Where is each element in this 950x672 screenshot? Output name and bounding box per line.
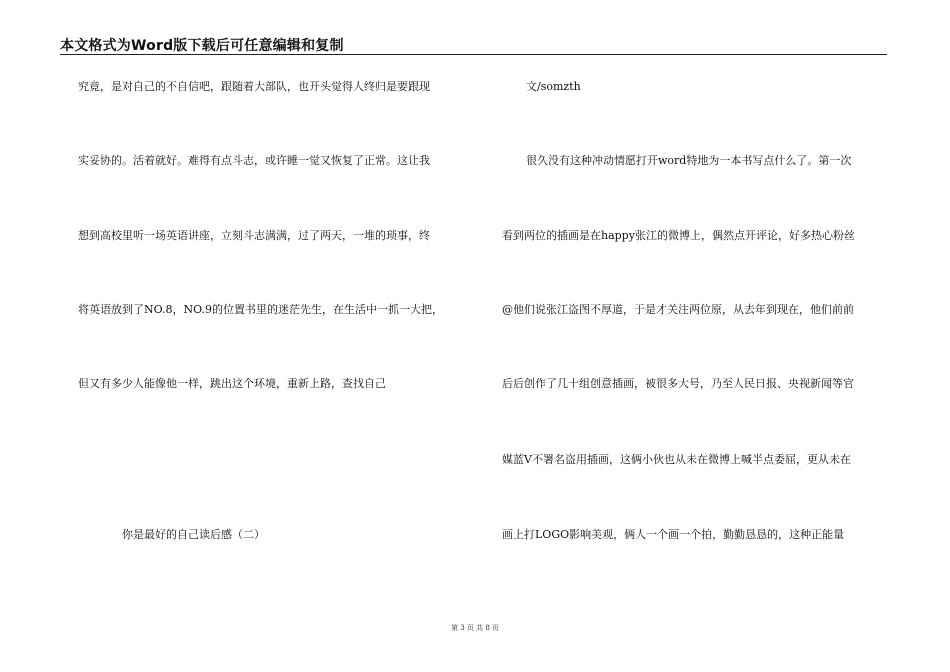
left-text-line-3: 想到高校里听一场英语讲座，立刻斗志满满，过了两天，一堆的琐事，终: [78, 229, 430, 242]
right-text-line-1: 很久没有这种冲动情愿打开word特地为一本书写点什么了。第一次: [526, 154, 852, 167]
left-text-line-5: 但又有多少人能像他一样，跳出这个环境，重新上路，查找自己: [78, 377, 386, 390]
section-heading: 你是最好的自己读后感（二）: [122, 528, 265, 541]
page-number: 第 3 页 共 8 页: [450, 624, 500, 632]
left-text-line-4: 将英语放到了NO.8，NO.9的位置书里的迷茫先生，在生活中一抓一大把，: [78, 303, 443, 316]
right-text-line-5: 媒蓝V不署名盗用插画，这俩小伙也从未在微博上喊半点委屈，更从未在: [502, 453, 851, 466]
left-text-line-2: 实妥协的。活着就好。难得有点斗志，或许睡一觉又恢复了正常。这让我: [78, 154, 430, 167]
header-divider: [60, 54, 887, 55]
right-text-line-3: @他们说张江盗图不厚道，于是才关注两位原，从去年到现在，他们前前: [502, 303, 854, 316]
author-byline: 文/somzth: [526, 80, 581, 93]
right-text-line-4: 后后创作了几十组创意插画，被很多大号，乃至人民日报、央视新闻等官: [502, 377, 854, 390]
right-text-line-2: 看到两位的插画是在happy张江的微博上，偶然点开评论，好多热心粉丝: [502, 229, 855, 242]
right-text-line-6: 画上打LOGO影响美观，俩人一个画一个拍，勤勤恳恳的，这种正能量: [502, 528, 845, 541]
document-header-title: 本文格式为Word版下载后可任意编辑和复制: [60, 38, 344, 54]
left-text-line-1: 究竟，是对自己的不自信吧，跟随着大部队，也开头觉得人终归是要跟现: [78, 80, 430, 93]
